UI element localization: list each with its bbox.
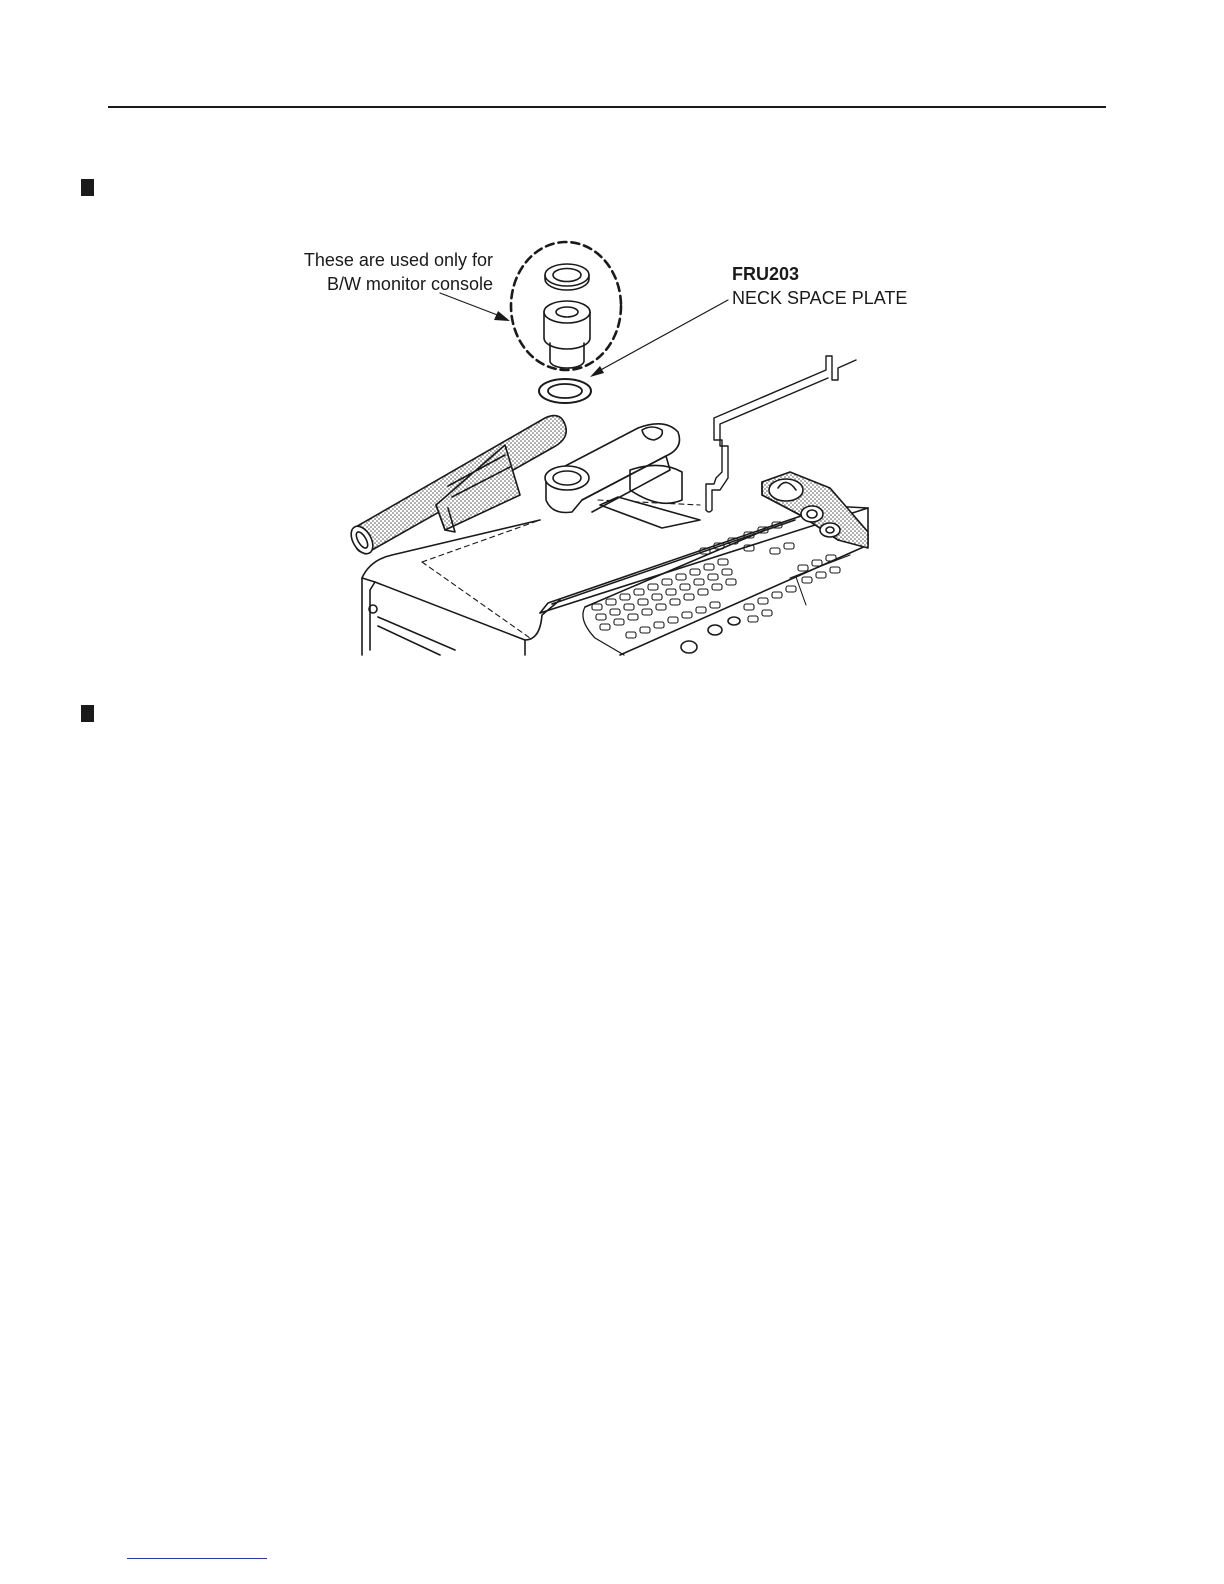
- section-bullet: [81, 705, 94, 722]
- console-handle: [347, 416, 567, 558]
- monitor-arm: [545, 424, 700, 528]
- bw-note-line2: B/W monitor console: [326, 274, 493, 294]
- spacer-cylinder: [544, 301, 590, 368]
- keyboard-panel: [540, 506, 868, 655]
- bw-note-line1: These are used only for: [303, 250, 493, 270]
- top-washer: [545, 264, 589, 290]
- console-illustration: [0, 0, 1224, 700]
- part-name: NECK SPACE PLATE: [732, 288, 908, 308]
- neck-space-plate: [539, 379, 591, 403]
- part-code: FRU203: [732, 264, 800, 284]
- footer-link-underline: [127, 1558, 267, 1559]
